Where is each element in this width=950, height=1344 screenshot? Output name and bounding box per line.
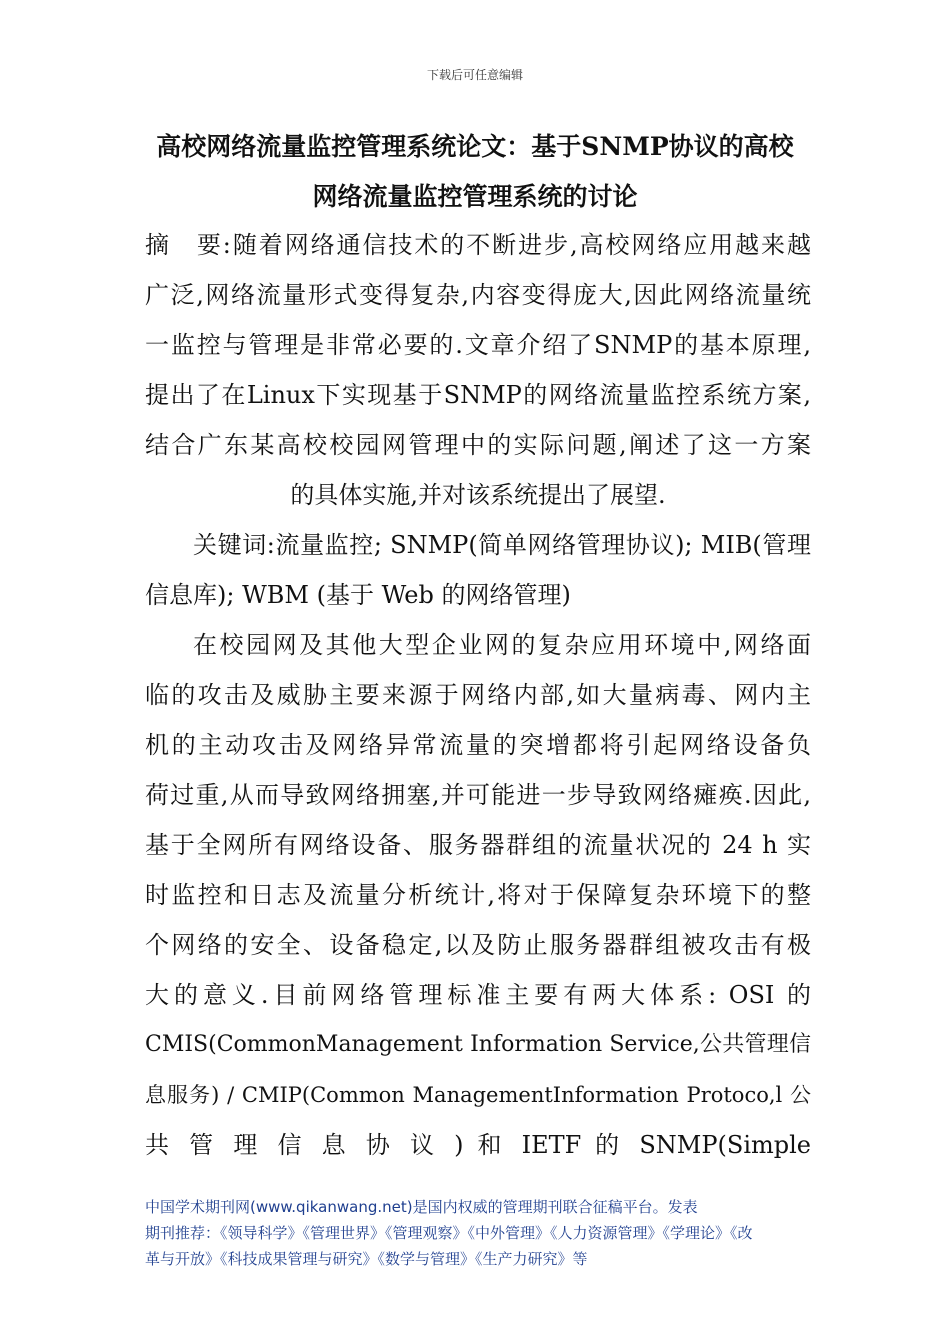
abstract-line: 广泛,网络流量形式变得复杂,内容变得庞大,因此网络流量统 [145,281,811,309]
paragraph-line: 个网络的安全、设备稳定,以及防止服务器群组被攻击有极 [145,931,811,959]
page-title [140,122,810,222]
keywords-line: 关键词:流量监控; SNMP(简单网络管理协议); MIB(管理 [193,531,811,559]
paragraph-line: 荷过重,从而导致网络拥塞,并可能进一步导致网络瘫痪.因此, [145,781,811,809]
keywords-line: 信息库); WBM (基于 Web 的网络管理) [145,581,571,609]
title-line-1: 高校网络流量监控管理系统论文：基于SNMP协议的高校 [156,132,794,161]
paragraph-line: 在校园网及其他大型企业网的复杂应用环境中,网络面 [193,631,811,659]
abstract-line: 一监控与管理是非常必要的.文章介绍了SNMP的基本原理, [145,331,811,359]
paragraph-line: 时监控和日志及流量分析统计,将对于保障复杂环境下的整 [145,881,811,909]
footer-advert [145,1194,815,1272]
abstract-line: 结合广东某高校校园网管理中的实际问题,阐述了这一方案 [145,431,811,459]
header-note: 下载后可任意编辑 [426,68,523,82]
footer-line-2: 期刊推荐：《领导科学》《管理世界》《管理观察》《中外管理》《人力资源管理》《学理论》《改 [145,1224,753,1242]
document-body [145,220,811,1170]
footer-line-1: 中国学术期刊网(www.qikanwang.net)是国内权威的管理期刊联合征稿平台。发表 [145,1198,698,1216]
abstract-line: 的具体实施,并对该系统提出了展望. [290,481,666,509]
paragraph-line: 共 管 理 信 息 协 议 ) 和 IETF 的 SNMP(Simple [145,1131,811,1159]
abstract-line: 摘 要:随着网络通信技术的不断进步,高校网络应用越来越 [145,231,811,259]
paragraph-line: 基于全网所有网络设备、服务器群组的流量状况的 24 h 实 [145,831,811,859]
paragraph-line: 机的主动攻击及网络异常流量的突增都将引起网络设备负 [145,731,811,759]
paragraph-line: CMIS(CommonManagement Information Service,公共管理信 [145,1032,811,1057]
title-line-2: 网络流量监控管理系统的讨论 [312,182,638,211]
abstract-line: 提出了在Linux下实现基于SNMP的网络流量监控系统方案, [145,381,811,409]
paragraph-line: 临的攻击及威胁主要来源于网络内部,如大量病毒、网内主 [145,681,811,709]
paragraph-line: 大的意义.目前网络管理标准主要有两大体系: OSI 的 [145,981,811,1009]
footer-line-3: 革与开放》《科技成果管理与研究》《数学与管理》《生产力研究》等 [145,1250,588,1268]
paragraph-line: 息服务) / CMIP(Common ManagementInformation Protoco,l 公 [145,1083,811,1107]
